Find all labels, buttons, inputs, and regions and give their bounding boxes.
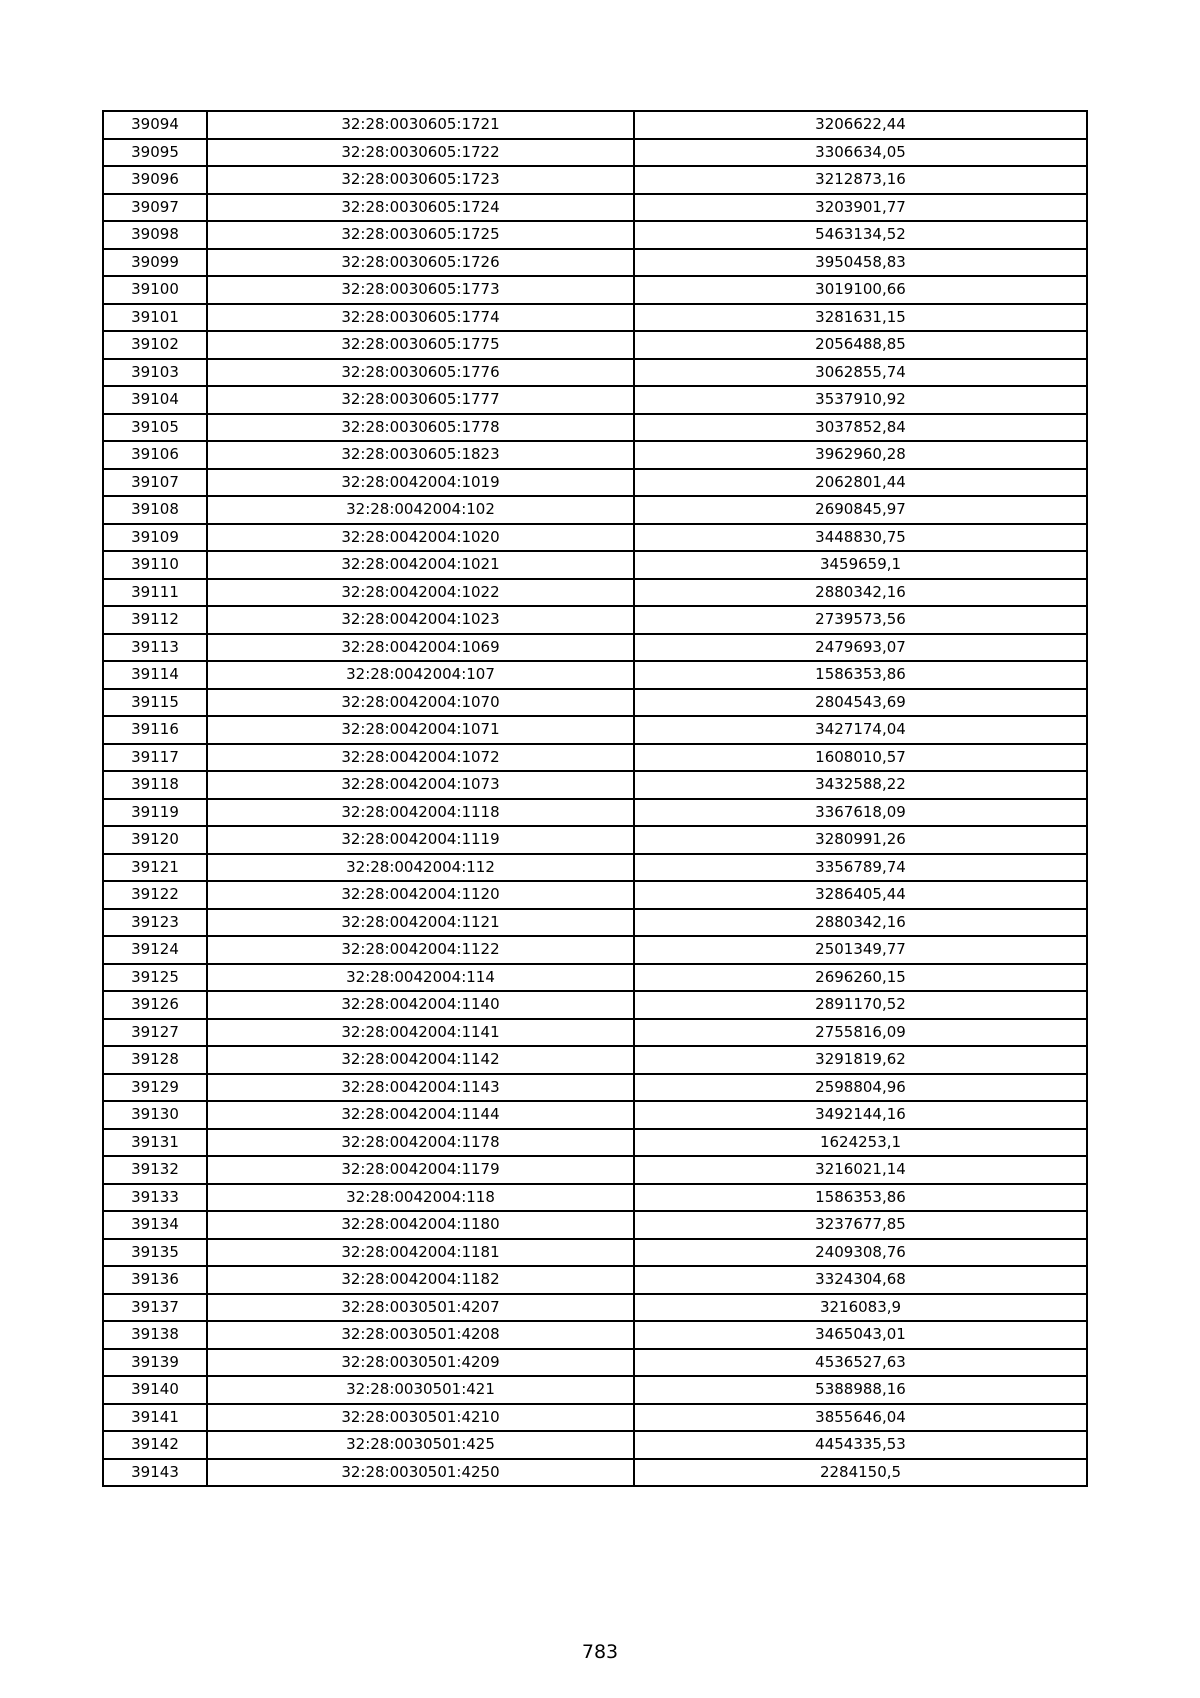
cadastral-number-cell: 32:28:0030605:1823 — [207, 441, 634, 469]
table-row — [103, 1184, 1087, 1212]
cadastral-number-cell: 32:28:0030605:1778 — [207, 414, 634, 442]
cadastral-number-cell: 32:28:0042004:1179 — [207, 1156, 634, 1184]
cadastral-value-cell: 1608010,57 — [634, 744, 1087, 772]
cadastral-number-cell: 32:28:0042004:1118 — [207, 799, 634, 827]
cadastral-value-cell: 2598804,96 — [634, 1074, 1087, 1102]
cadastral-value-cell: 3216083,9 — [634, 1294, 1087, 1322]
table-row — [103, 1019, 1087, 1047]
cadastral-value-cell: 3962960,28 — [634, 441, 1087, 469]
cadastral-value-cell: 3855646,04 — [634, 1404, 1087, 1432]
cadastral-number-cell: 32:28:0042004:1181 — [207, 1239, 634, 1267]
cadastral-value-cell: 3537910,92 — [634, 386, 1087, 414]
row-number-cell: 39101 — [103, 304, 207, 332]
row-number-cell: 39128 — [103, 1046, 207, 1074]
cadastral-value-cell: 3037852,84 — [634, 414, 1087, 442]
cadastral-number-cell: 32:28:0042004:1070 — [207, 689, 634, 717]
cadastral-number-cell: 32:28:0042004:1072 — [207, 744, 634, 772]
cadastral-value-cell: 3286405,44 — [634, 881, 1087, 909]
row-number-cell: 39134 — [103, 1211, 207, 1239]
table-row — [103, 799, 1087, 827]
row-number-cell: 39117 — [103, 744, 207, 772]
row-number-cell: 39130 — [103, 1101, 207, 1129]
cadastral-value-cell: 1586353,86 — [634, 1184, 1087, 1212]
cadastral-value-cell: 2880342,16 — [634, 909, 1087, 937]
cadastral-value-cell: 3324304,68 — [634, 1266, 1087, 1294]
table-row — [103, 854, 1087, 882]
row-number-cell: 39121 — [103, 854, 207, 882]
row-number-cell: 39122 — [103, 881, 207, 909]
cadastral-number-cell: 32:28:0042004:1182 — [207, 1266, 634, 1294]
cadastral-number-cell: 32:28:0042004:1121 — [207, 909, 634, 937]
cadastral-number-cell: 32:28:0042004:1069 — [207, 634, 634, 662]
table-row — [103, 771, 1087, 799]
cadastral-number-cell: 32:28:0042004:1073 — [207, 771, 634, 799]
row-number-cell: 39096 — [103, 166, 207, 194]
table-row — [103, 1239, 1087, 1267]
cadastral-value-cell: 3206622,44 — [634, 111, 1087, 139]
row-number-cell: 39118 — [103, 771, 207, 799]
table-row — [103, 469, 1087, 497]
table-row — [103, 1266, 1087, 1294]
cadastral-value-cell: 2880342,16 — [634, 579, 1087, 607]
row-number-cell: 39102 — [103, 331, 207, 359]
row-number-cell: 39142 — [103, 1431, 207, 1459]
cadastral-number-cell: 32:28:0042004:1180 — [207, 1211, 634, 1239]
cadastral-value-cell: 2062801,44 — [634, 469, 1087, 497]
row-number-cell: 39135 — [103, 1239, 207, 1267]
row-number-cell: 39100 — [103, 276, 207, 304]
row-number-cell: 39136 — [103, 1266, 207, 1294]
cadastral-value-cell: 5463134,52 — [634, 221, 1087, 249]
row-number-cell: 39099 — [103, 249, 207, 277]
table-row — [103, 1294, 1087, 1322]
row-number-cell: 39116 — [103, 716, 207, 744]
cadastral-value-cell: 3306634,05 — [634, 139, 1087, 167]
table-row — [103, 111, 1087, 139]
cadastral-number-cell: 32:28:0030501:4208 — [207, 1321, 634, 1349]
cadastral-value-cell: 3019100,66 — [634, 276, 1087, 304]
row-number-cell: 39125 — [103, 964, 207, 992]
cadastral-number-cell: 32:28:0030501:421 — [207, 1376, 634, 1404]
row-number-cell: 39120 — [103, 826, 207, 854]
cadastral-number-cell: 32:28:0042004:1142 — [207, 1046, 634, 1074]
cadastral-number-cell: 32:28:0030605:1723 — [207, 166, 634, 194]
table-row — [103, 221, 1087, 249]
cadastral-number-cell: 32:28:0030605:1774 — [207, 304, 634, 332]
table-row — [103, 166, 1087, 194]
table-row — [103, 304, 1087, 332]
cadastral-number-cell: 32:28:0042004:1119 — [207, 826, 634, 854]
table-row — [103, 359, 1087, 387]
cadastral-number-cell: 32:28:0030605:1776 — [207, 359, 634, 387]
table-row — [103, 139, 1087, 167]
cadastral-number-cell: 32:28:0030605:1724 — [207, 194, 634, 222]
cadastral-value-cell: 3291819,62 — [634, 1046, 1087, 1074]
row-number-cell: 39104 — [103, 386, 207, 414]
cadastral-value-cell: 2690845,97 — [634, 496, 1087, 524]
table-row — [103, 1349, 1087, 1377]
row-number-cell: 39098 — [103, 221, 207, 249]
cadastral-value-cell: 2891170,52 — [634, 991, 1087, 1019]
table-row — [103, 1404, 1087, 1432]
cadastral-value-cell: 2804543,69 — [634, 689, 1087, 717]
cadastral-number-cell: 32:28:0030605:1777 — [207, 386, 634, 414]
cadastral-value-cell: 3212873,16 — [634, 166, 1087, 194]
cadastral-value-cell: 3950458,83 — [634, 249, 1087, 277]
table-row — [103, 991, 1087, 1019]
cadastral-value-cell: 2501349,77 — [634, 936, 1087, 964]
row-number-cell: 39113 — [103, 634, 207, 662]
row-number-cell: 39107 — [103, 469, 207, 497]
row-number-cell: 39137 — [103, 1294, 207, 1322]
cadastral-value-cell: 5388988,16 — [634, 1376, 1087, 1404]
cadastral-value-cell: 3062855,74 — [634, 359, 1087, 387]
row-number-cell: 39133 — [103, 1184, 207, 1212]
table-row — [103, 1046, 1087, 1074]
cadastral-value-cell: 3448830,75 — [634, 524, 1087, 552]
table-row — [103, 331, 1087, 359]
cadastral-value-table — [102, 110, 1088, 1487]
cadastral-value-cell: 4536527,63 — [634, 1349, 1087, 1377]
table-row — [103, 1211, 1087, 1239]
table-row — [103, 964, 1087, 992]
table-row — [103, 551, 1087, 579]
row-number-cell: 39141 — [103, 1404, 207, 1432]
cadastral-value-cell: 2739573,56 — [634, 606, 1087, 634]
cadastral-number-cell: 32:28:0030605:1773 — [207, 276, 634, 304]
cadastral-number-cell: 32:28:0042004:1021 — [207, 551, 634, 579]
cadastral-number-cell: 32:28:0042004:1022 — [207, 579, 634, 607]
table-row — [103, 909, 1087, 937]
table-row — [103, 1376, 1087, 1404]
table-row — [103, 1129, 1087, 1157]
row-number-cell: 39110 — [103, 551, 207, 579]
row-number-cell: 39094 — [103, 111, 207, 139]
cadastral-value-cell: 2479693,07 — [634, 634, 1087, 662]
row-number-cell: 39123 — [103, 909, 207, 937]
cadastral-number-cell: 32:28:0042004:1122 — [207, 936, 634, 964]
cadastral-number-cell: 32:28:0042004:118 — [207, 1184, 634, 1212]
cadastral-value-cell: 2284150,5 — [634, 1459, 1087, 1487]
cadastral-number-cell: 32:28:0042004:107 — [207, 661, 634, 689]
row-number-cell: 39111 — [103, 579, 207, 607]
cadastral-number-cell: 32:28:0042004:102 — [207, 496, 634, 524]
cadastral-number-cell: 32:28:0030605:1775 — [207, 331, 634, 359]
table-row — [103, 634, 1087, 662]
cadastral-number-cell: 32:28:0030605:1725 — [207, 221, 634, 249]
cadastral-number-cell: 32:28:0030501:4207 — [207, 1294, 634, 1322]
row-number-cell: 39129 — [103, 1074, 207, 1102]
table-row — [103, 414, 1087, 442]
table-row — [103, 826, 1087, 854]
cadastral-value-cell: 3203901,77 — [634, 194, 1087, 222]
cadastral-value-cell: 2056488,85 — [634, 331, 1087, 359]
row-number-cell: 39108 — [103, 496, 207, 524]
row-number-cell: 39103 — [103, 359, 207, 387]
table-row — [103, 936, 1087, 964]
cadastral-value-cell: 3280991,26 — [634, 826, 1087, 854]
row-number-cell: 39097 — [103, 194, 207, 222]
cadastral-value-cell: 3237677,85 — [634, 1211, 1087, 1239]
table-row — [103, 1101, 1087, 1129]
table-row — [103, 661, 1087, 689]
cadastral-number-cell: 32:28:0042004:1120 — [207, 881, 634, 909]
table-row — [103, 1156, 1087, 1184]
row-number-cell: 39138 — [103, 1321, 207, 1349]
cadastral-value-cell: 1624253,1 — [634, 1129, 1087, 1157]
cadastral-number-cell: 32:28:0042004:1144 — [207, 1101, 634, 1129]
cadastral-number-cell: 32:28:0042004:1020 — [207, 524, 634, 552]
table-row — [103, 716, 1087, 744]
cadastral-number-cell: 32:28:0042004:1019 — [207, 469, 634, 497]
cadastral-value-cell: 3465043,01 — [634, 1321, 1087, 1349]
cadastral-number-cell: 32:28:0042004:112 — [207, 854, 634, 882]
row-number-cell: 39143 — [103, 1459, 207, 1487]
table-row — [103, 881, 1087, 909]
cadastral-number-cell: 32:28:0030605:1721 — [207, 111, 634, 139]
table-row — [103, 689, 1087, 717]
cadastral-number-cell: 32:28:0042004:1071 — [207, 716, 634, 744]
table-row — [103, 744, 1087, 772]
cadastral-number-cell: 32:28:0042004:1143 — [207, 1074, 634, 1102]
table-row — [103, 1074, 1087, 1102]
cadastral-number-cell: 32:28:0030501:4209 — [207, 1349, 634, 1377]
cadastral-value-cell: 3492144,16 — [634, 1101, 1087, 1129]
row-number-cell: 39140 — [103, 1376, 207, 1404]
cadastral-value-cell: 3281631,15 — [634, 304, 1087, 332]
row-number-cell: 39131 — [103, 1129, 207, 1157]
cadastral-number-cell: 32:28:0030605:1726 — [207, 249, 634, 277]
table-row — [103, 441, 1087, 469]
row-number-cell: 39132 — [103, 1156, 207, 1184]
row-number-cell: 39139 — [103, 1349, 207, 1377]
cadastral-value-cell: 2409308,76 — [634, 1239, 1087, 1267]
cadastral-number-cell: 32:28:0030501:4210 — [207, 1404, 634, 1432]
table-row — [103, 606, 1087, 634]
table-row — [103, 496, 1087, 524]
row-number-cell: 39105 — [103, 414, 207, 442]
row-number-cell: 39126 — [103, 991, 207, 1019]
cadastral-number-cell: 32:28:0042004:1141 — [207, 1019, 634, 1047]
cadastral-number-cell: 32:28:0030501:425 — [207, 1431, 634, 1459]
row-number-cell: 39115 — [103, 689, 207, 717]
table-row — [103, 249, 1087, 277]
cadastral-number-cell: 32:28:0030501:4250 — [207, 1459, 634, 1487]
table-row — [103, 194, 1087, 222]
cadastral-number-cell: 32:28:0042004:1140 — [207, 991, 634, 1019]
cadastral-value-cell: 3367618,09 — [634, 799, 1087, 827]
cadastral-value-cell: 2696260,15 — [634, 964, 1087, 992]
cadastral-number-cell: 32:28:0042004:114 — [207, 964, 634, 992]
table-row — [103, 1321, 1087, 1349]
row-number-cell: 39114 — [103, 661, 207, 689]
row-number-cell: 39127 — [103, 1019, 207, 1047]
row-number-cell: 39119 — [103, 799, 207, 827]
cadastral-value-cell: 2755816,09 — [634, 1019, 1087, 1047]
cadastral-value-cell: 3432588,22 — [634, 771, 1087, 799]
row-number-cell: 39095 — [103, 139, 207, 167]
cadastral-value-cell: 3216021,14 — [634, 1156, 1087, 1184]
table-row — [103, 276, 1087, 304]
table-body — [103, 111, 1087, 1486]
row-number-cell: 39109 — [103, 524, 207, 552]
table-row — [103, 579, 1087, 607]
row-number-cell: 39106 — [103, 441, 207, 469]
cadastral-number-cell: 32:28:0042004:1023 — [207, 606, 634, 634]
cadastral-value-cell: 3459659,1 — [634, 551, 1087, 579]
table-row — [103, 1459, 1087, 1487]
cadastral-value-cell: 1586353,86 — [634, 661, 1087, 689]
cadastral-value-cell: 3356789,74 — [634, 854, 1087, 882]
row-number-cell: 39124 — [103, 936, 207, 964]
row-number-cell: 39112 — [103, 606, 207, 634]
cadastral-number-cell: 32:28:0030605:1722 — [207, 139, 634, 167]
cadastral-number-cell: 32:28:0042004:1178 — [207, 1129, 634, 1157]
cadastral-value-cell: 3427174,04 — [634, 716, 1087, 744]
table-row — [103, 524, 1087, 552]
cadastral-value-cell: 4454335,53 — [634, 1431, 1087, 1459]
table-row — [103, 1431, 1087, 1459]
page-number: 783 — [581, 1641, 619, 1663]
table-row — [103, 386, 1087, 414]
